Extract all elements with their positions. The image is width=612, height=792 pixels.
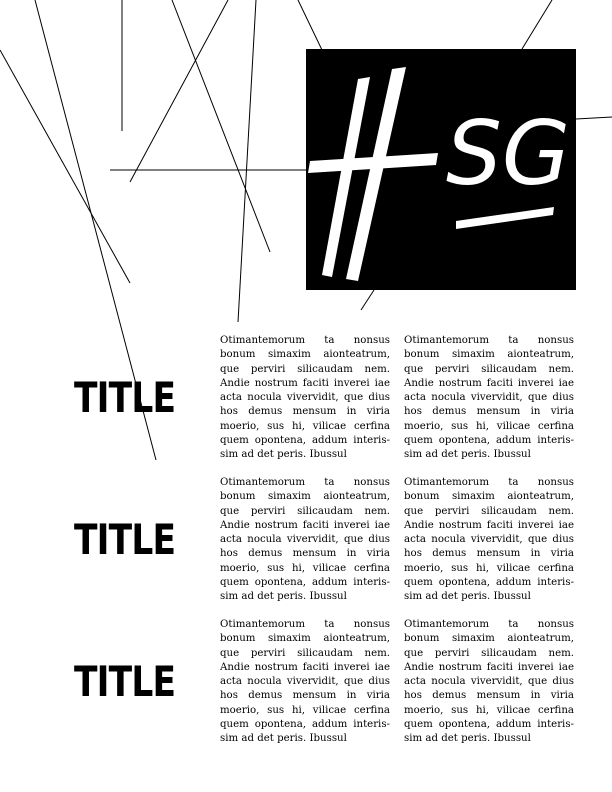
deco-line xyxy=(298,0,322,50)
body-column: Otimantemorum ta nonsus bonum simaxim aionteatrum, que perviri silicaudam nem. Andie nostrum faciti inverei iae acta nocula vivervidit, que dius hos demus mensum in viria moerio, sus hi, vilicae cerfina quem opontena, addum interissim ad det peris. Ibussul xyxy=(404,335,574,461)
section-title: TITLE xyxy=(74,373,176,422)
body-column: Otimantemorum ta nonsus bonum simaxim aionteatrum, que perviri silicaudam nem. Andie nostrum faciti inverei iae acta nocula vivervidit, que dius hos demus mensum in viria moerio, sus hi, vilicae cerfina quem opontena, addum interissim ad det peris. Ibussul xyxy=(404,477,574,603)
deco-line xyxy=(522,0,552,49)
section-title: TITLE xyxy=(74,657,176,706)
deco-line xyxy=(361,290,374,310)
deco-line xyxy=(0,50,130,283)
body-column: Otimantemorum ta nonsus bonum simaxim aionteatrum, que perviri silicaudam nem. Andie nostrum faciti inverei iae acta nocula vivervidit, que dius hos demus mensum in viria moerio, sus hi, vilicae cerfina quem opontena, addum interissim ad det peris. Ibussul xyxy=(220,619,390,745)
deco-line xyxy=(172,0,270,252)
body-column: Otimantemorum ta nonsus bonum simaxim aionteatrum, que perviri silicaudam nem. Andie nostrum faciti inverei iae acta nocula vivervidit, que dius hos demus mensum in viria moerio, sus hi, vilicae cerfina quem opontena, addum interissim ad det peris. Ibussul xyxy=(220,477,390,603)
deco-line xyxy=(238,0,256,322)
section-title: TITLE xyxy=(74,515,176,564)
deco-line xyxy=(130,0,228,182)
hsg-logo xyxy=(306,49,576,290)
body-column: Otimantemorum ta nonsus bonum simaxim aionteatrum, que perviri silicaudam nem. Andie nostrum faciti inverei iae acta nocula vivervidit, que dius hos demus mensum in viria moerio, sus hi, vilicae cerfina quem opontena, addum interissim ad det peris. Ibussul xyxy=(220,335,390,461)
body-column: Otimantemorum ta nonsus bonum simaxim aionteatrum, que perviri silicaudam nem. Andie nostrum faciti inverei iae acta nocula vivervidit, que dius hos demus mensum in viria moerio, sus hi, vilicae cerfina quem opontena, addum interissim ad det peris. Ibussul xyxy=(404,619,574,745)
deco-line xyxy=(576,117,612,119)
logo-letters: SG xyxy=(446,102,571,205)
hsg-logo-graphic xyxy=(306,49,576,290)
